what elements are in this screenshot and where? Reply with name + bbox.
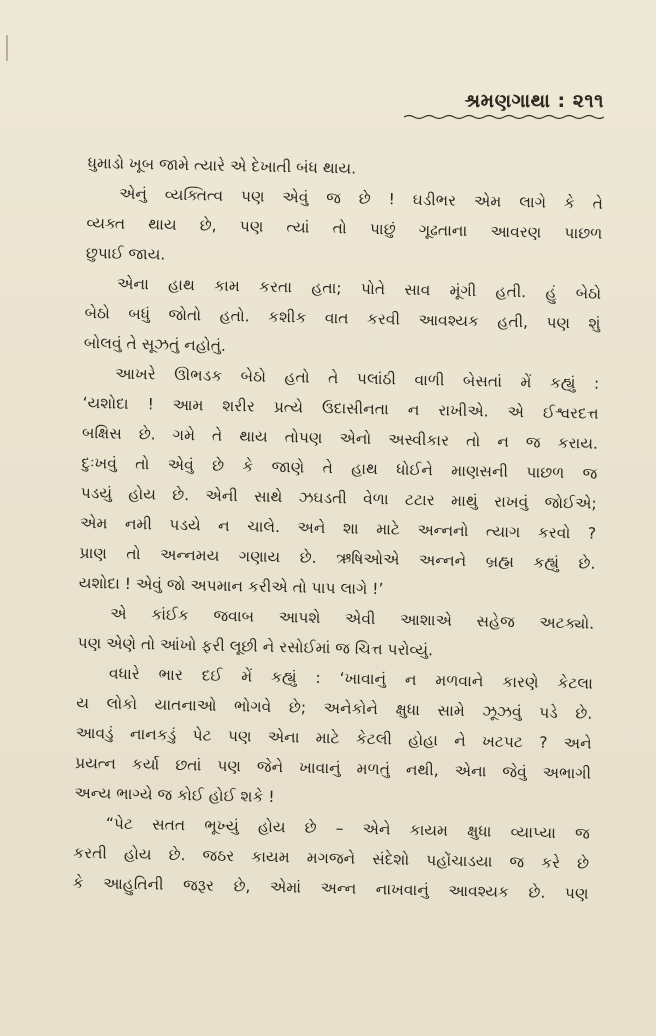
text-line: બોલવું તે સૂઝતું નહોતું.	[83, 333, 227, 355]
text-line: છુપાઈ જાય.	[85, 243, 166, 264]
text-line: ય લોકો યાતનાઓ ભોગવે છે; અનેકોને ક્ષુધા સામે ઝૂઝવું પડે છે.	[76, 693, 593, 723]
text-line: પ્રાણ તો અન્નમય ગણાય છે. ઋષિઓએ અન્નને બ્રહ્મ કહ્યું છે.	[79, 543, 596, 573]
text-line: “પેટ સતત ભૂખ્યું હોય છે – એને કાયમ ક્ષુધા વ્યાપ્યા જ	[105, 814, 590, 843]
text-line: એનું વ્યક્તિત્વ પણ એવું જ છે ! ઘડીભર એમ લાગે કે તે	[118, 184, 604, 213]
text-line: વ્યક્ત થાય છે, પણ ત્યાં તો પાછું ગૂઢતાના આવરણ પાછળ	[86, 213, 603, 243]
text-line: એ કાંઈક જવાબ આપશે એવી આશાએ સહેજ અટક્યો.	[110, 604, 595, 633]
running-head: શ્રમણગાથા : ૨૧૧	[464, 90, 604, 112]
text-line: ધુમાડો ખૂબ જામે ત્યારે એ દેખાતી બંધ થાય.	[87, 153, 357, 178]
page-header	[404, 90, 604, 120]
text-line: ‘યશોદા ! આમ શરીર પ્રત્યે ઉદાસીનતા ન રાખીએ. એ ઈશ્વરદત્ત	[82, 393, 599, 423]
body-text	[72, 148, 604, 909]
text-line: પડયું હોય છે. એની સાથે ઝઘડતી વેળા ટટાર માથું રાખવું જોઈએ;	[80, 483, 597, 513]
text-line: આખરે ઊભડક બેઠો હતો તે પલાંઠી વાળી બેસતાં મેં કહ્યું :	[115, 364, 600, 393]
text-line: એના હાથ કામ કરતા હતા; પોતે સાવ મૂંગી હતી. હું બેઠો	[116, 274, 602, 303]
text-line: દુઃખવું તો એવું છે કે જાણે તે હાથ ધોઈને માણસની પાછળ જ	[81, 453, 598, 483]
text-line: બેઠો બધું જોતો હતો. કશીક વાત કરવી આવશ્યક હતી, પણ શું	[84, 303, 601, 333]
decorative-wavy-rule	[404, 114, 604, 120]
text-line: અન્ય ભાગ્યે જ કોઈ હોઈ શકે !	[74, 783, 275, 807]
text-line: કરતી હોય છે. જઠર કાયમ મગજને સંદેશો પહોંચાડયા જ કરે છે	[73, 843, 590, 873]
text-line: કે આહુતિની જરૂર છે, એમાં અન્ન નાખવાનું આવશ્યક છે. પણ	[72, 873, 589, 903]
text-line: યશોદા ! એવું જો અપમાન કરીએ તો પાપ લાગે !’	[78, 573, 384, 599]
text-line: પણ એણે તો આંખો ફરી લૂછી ને રસોઈમાં જ ચિત્ત પરોવ્યું.	[77, 633, 434, 660]
text-line: બક્ષિસ છે. ગમે તે થાય તોપણ એનો અસ્વીકાર તો ન જ કરાય.	[81, 423, 599, 453]
text-line: એમ નમી પડયે ન ચાલે. અને શા માટે અન્નનો ત્યાગ કરવો ?	[79, 513, 597, 543]
text-line: પ્રયત્ન કર્યા છતાં પણ જેને ખાવાનું મળતું નથી, એના જેવું અભાગી	[74, 753, 592, 783]
text-line: આવડું નાનકડું પેટ પણ એના માટે કેટલી હોહા ને ખટપટ ? અને	[75, 723, 592, 753]
text-line: વધારે ભાર દઈ મેં કહ્યું : ‘ખાવાનું ન મળવાને કારણે કેટલા	[108, 664, 594, 693]
page-edge-mark	[6, 35, 8, 61]
